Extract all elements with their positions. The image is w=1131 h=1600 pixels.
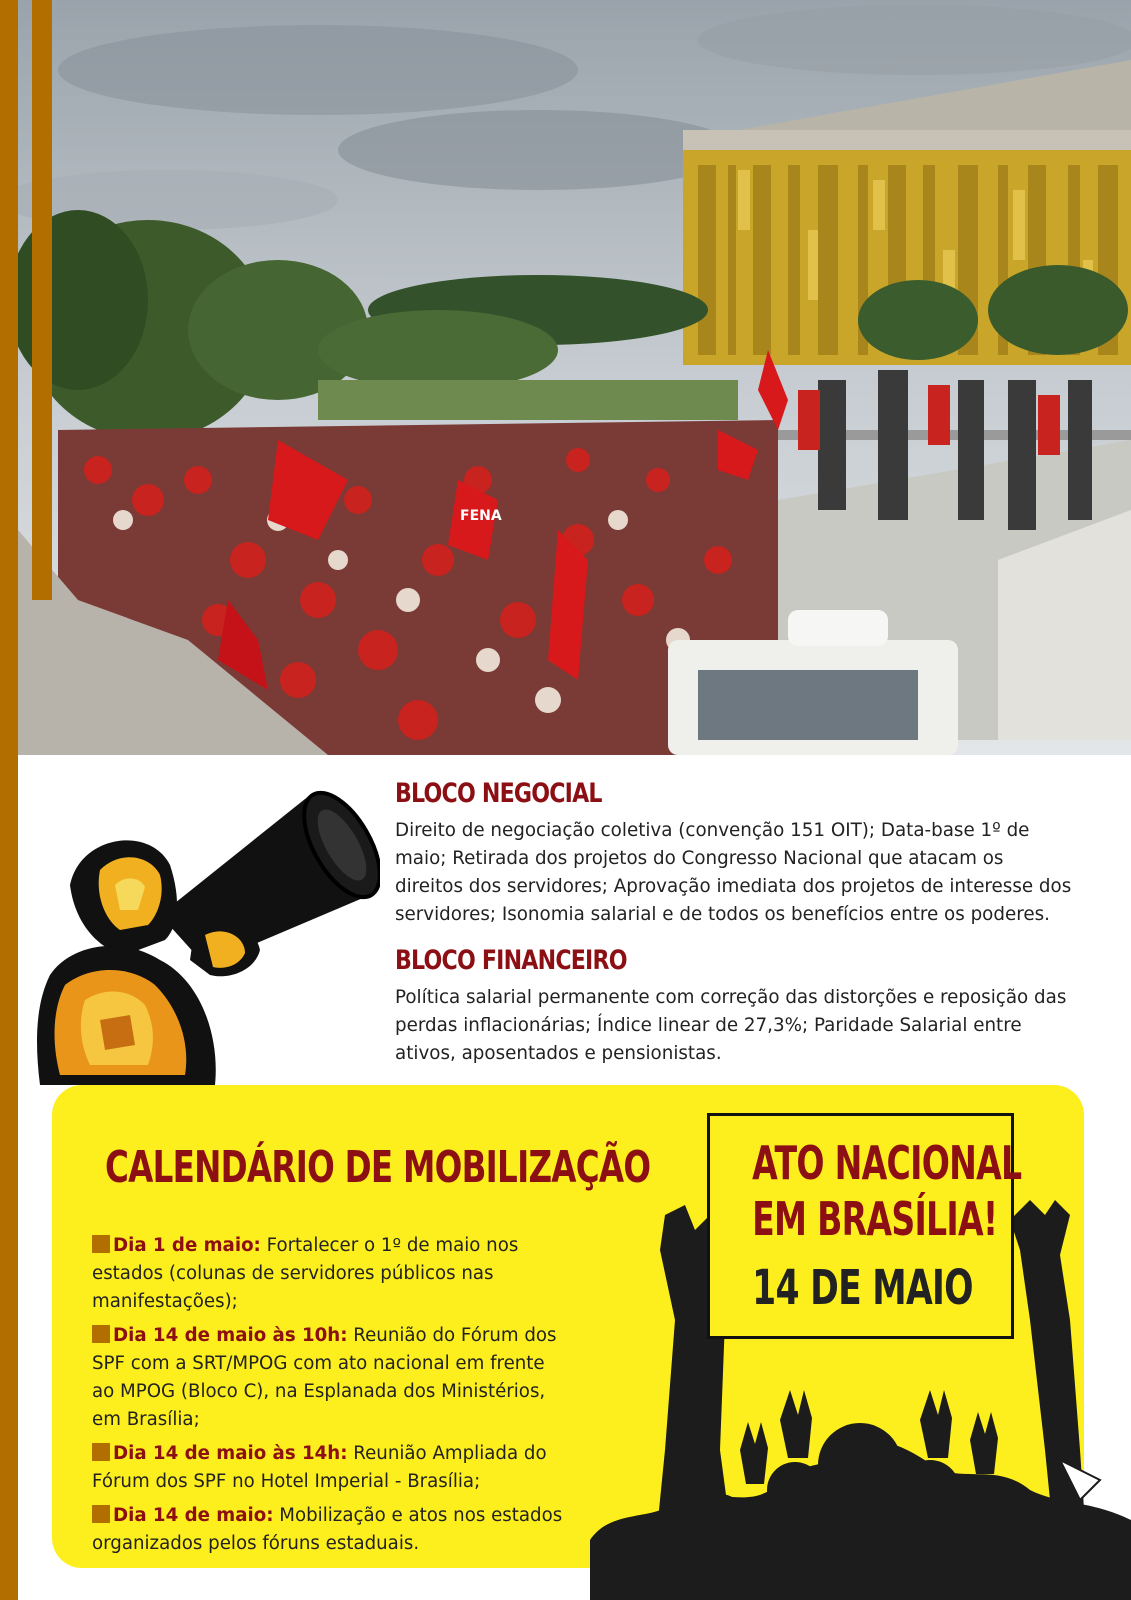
inner-brown-stripe: [32, 0, 52, 600]
sign-line-ato-nacional: ATO NACIONAL: [752, 1136, 1022, 1190]
calendar-item-date: Dia 1 de maio:: [113, 1235, 261, 1256]
calendar-item-text: Reunião do Fórum dos SPF com a SRT/MPOG com ato nacional em frente ao MPOG (Bloco C), na Esplanada dos Ministérios, em Brasília;: [92, 1325, 557, 1430]
calendar-list: [92, 1232, 570, 1564]
protest-photo: [18, 0, 1131, 755]
megaphone-person-icon: [30, 775, 380, 1085]
bullet-square-icon: [92, 1443, 110, 1461]
calendar-item-date: Dia 14 de maio às 10h:: [113, 1325, 348, 1346]
bullet-square-icon: [92, 1505, 110, 1523]
calendar-item-text: Reunião Ampliada do Fórum dos SPF no Hotel Imperial - Brasília;: [92, 1443, 547, 1492]
calendar-item-date: Dia 14 de maio:: [113, 1505, 274, 1526]
ato-nacional-sign: [707, 1113, 1022, 1339]
calendar-item: [92, 1322, 570, 1434]
calendar-item: [92, 1440, 570, 1496]
sign-line-date: 14 DE MAIO: [752, 1260, 973, 1316]
banner-fena: FENA: [460, 508, 502, 524]
calendar-item: [92, 1232, 570, 1316]
calendar-item-date: Dia 14 de maio às 14h:: [113, 1443, 348, 1464]
calendar-title: CALENDÁRIO DE MOBILIZAÇÃO: [105, 1142, 651, 1193]
calendar-item-text: Mobilização e atos nos estados organizados pelos fóruns estaduais.: [92, 1505, 563, 1554]
bloco-financeiro-section: [395, 945, 1075, 1068]
bullet-square-icon: [92, 1325, 110, 1343]
calendar-item-text: Fortalecer o 1º de maio nos estados (colunas de servidores públicos nas manifestações);: [92, 1235, 519, 1312]
bloco-financeiro-title: BLOCO FINANCEIRO: [395, 945, 627, 976]
bloco-financeiro-text: Política salarial permanente com correção das distorções e reposição das perdas inflacionárias; Índice linear de 27,3%; Paridade Salarial entre ativos, aposentados e pensionistas.: [395, 987, 1067, 1064]
bloco-negocial-section: [395, 778, 1075, 929]
bloco-negocial-title: BLOCO NEGOCIAL: [395, 778, 602, 809]
bullet-square-icon: [92, 1235, 110, 1253]
calendar-item: [92, 1502, 570, 1558]
bloco-negocial-text: Direito de negociação coletiva (convenção 151 OIT); Data-base 1º de maio; Retirada dos projetos do Congresso Nacional que atacam os direitos dos servidores; Aprovação imediata dos projetos de interesse dos servidores; Isonomia salarial e de todos os benefícios entre os poderes.: [395, 820, 1072, 925]
left-brown-stripe: [0, 0, 18, 1600]
sign-line-em-brasilia: EM BRASÍLIA!: [752, 1192, 998, 1246]
